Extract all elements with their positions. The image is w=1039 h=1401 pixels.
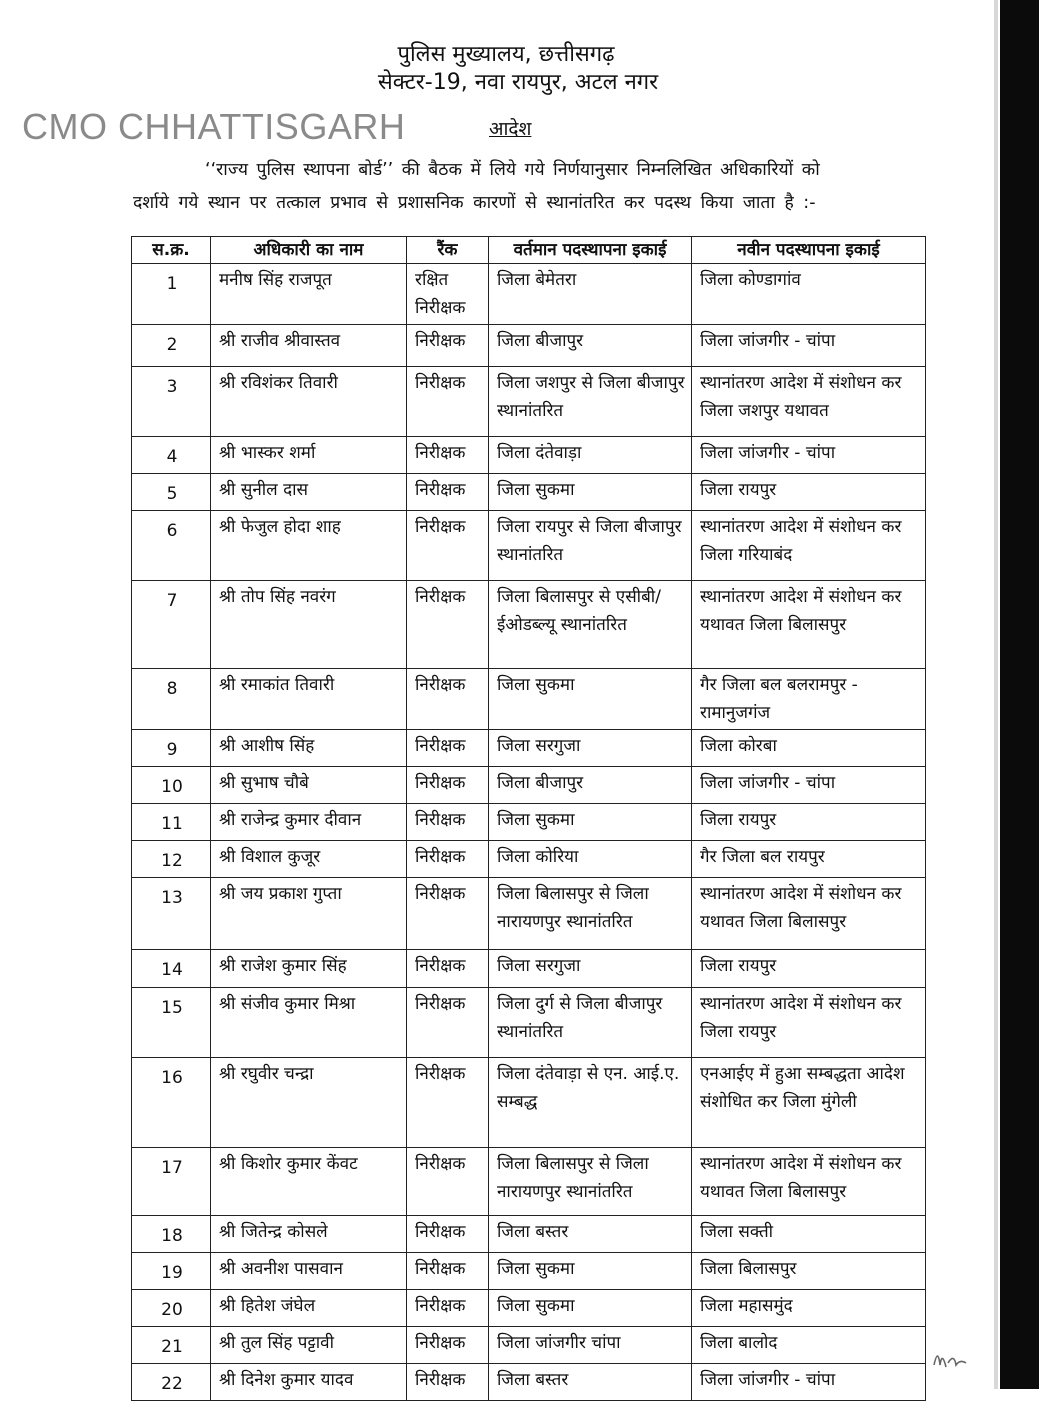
table-row [132,367,926,437]
cell-current-unit: जिला सरगुजा [489,730,692,767]
cell-serial: 5 [132,474,211,511]
cell-serial: 16 [132,1058,211,1148]
table-row [132,1290,926,1327]
initials-signature [930,1343,970,1379]
table-row [132,669,926,730]
cell-officer-name: श्री सुनील दास [211,474,407,511]
cell-serial: 22 [132,1364,211,1401]
intro-line-2: दर्शाये गये स्थान पर तत्काल प्रभाव से प्रशासनिक कारणों से स्थानांतरित कर पदस्थ किया जाता है :- [133,193,816,213]
cell-rank: निरीक्षक [407,1253,489,1290]
cell-serial: 7 [132,581,211,669]
cell-officer-name: श्री राजेन्द्र कुमार दीवान [211,804,407,841]
cell-new-unit: जिला सक्ती [692,1216,926,1253]
cell-serial: 13 [132,878,211,950]
order-title: आदेश [489,118,532,140]
table-row [132,474,926,511]
table-row [132,437,926,474]
cell-new-unit: जिला कोण्डागांव [692,264,926,325]
table-row [132,1058,926,1148]
cell-new-unit: जिला जांजगीर - चांपा [692,437,926,474]
table-row [132,1216,926,1253]
cell-officer-name: श्री रमाकांत तिवारी [211,669,407,730]
watermark: CMO CHHATTISGARH [22,106,406,147]
cell-current-unit: जिला कोरिया [489,841,692,878]
cell-new-unit: जिला बिलासपुर [692,1253,926,1290]
cell-current-unit: जिला बिलासपुर से एसीबी/ईओडब्ल्यू स्थानांतरित [489,581,692,669]
cell-current-unit: जिला सुकमा [489,1253,692,1290]
cell-serial: 8 [132,669,211,730]
cell-officer-name: श्री दिनेश कुमार यादव [211,1364,407,1401]
cell-officer-name: श्री अवनीश पासवान [211,1253,407,1290]
cell-rank: निरीक्षक [407,1290,489,1327]
cell-current-unit: जिला सुकमा [489,474,692,511]
cell-new-unit: स्थानांतरण आदेश में संशोधन कर जिला गरियाबंद [692,511,926,581]
cell-serial: 1 [132,264,211,325]
cell-rank: निरीक्षक [407,878,489,950]
cell-current-unit: जिला सुकमा [489,804,692,841]
cell-serial: 10 [132,767,211,804]
cell-new-unit: स्थानांतरण आदेश में संशोधन कर यथावत जिला बिलासपुर [692,1148,926,1216]
cell-serial: 11 [132,804,211,841]
cell-serial: 4 [132,437,211,474]
cell-rank: निरीक्षक [407,367,489,437]
cell-new-unit: जिला रायपुर [692,804,926,841]
cell-rank: निरीक्षक [407,474,489,511]
table-body [132,264,926,1401]
cell-current-unit: जिला बीजापुर [489,325,692,367]
cell-officer-name: श्री संजीव कुमार मिश्रा [211,988,407,1058]
table-row [132,581,926,669]
cell-serial: 21 [132,1327,211,1364]
cell-serial: 19 [132,1253,211,1290]
cell-new-unit: गैर जिला बल रायपुर [692,841,926,878]
cell-new-unit: जिला कोरबा [692,730,926,767]
cell-new-unit: गैर जिला बल बलरामपुर - रामानुजगंज [692,669,926,730]
cell-officer-name: श्री जितेन्द्र कोसले [211,1216,407,1253]
table-header-row [132,237,926,264]
cell-rank: निरीक्षक [407,581,489,669]
cell-current-unit: जिला सुकमा [489,1290,692,1327]
cell-current-unit: जिला बस्तर [489,1216,692,1253]
cell-new-unit: स्थानांतरण आदेश में संशोधन कर जिला जशपुर यथावत [692,367,926,437]
cell-new-unit: एनआईए में हुआ सम्बद्धता आदेश संशोधित कर जिला मुंगेली [692,1058,926,1148]
cell-officer-name: श्री तोप सिंह नवरंग [211,581,407,669]
cell-new-unit: जिला बालोद [692,1327,926,1364]
cell-officer-name: श्री रघुवीर चन्द्रा [211,1058,407,1148]
cell-officer-name: श्री राजेश कुमार सिंह [211,950,407,988]
intro-line-1: ‘‘राज्य पुलिस स्थापना बोर्ड’’ की बैठक में लिये गये निर्णयानुसार निम्नलिखित अधिकारियों को [205,160,820,180]
cell-rank: निरीक्षक [407,1327,489,1364]
cell-rank: निरीक्षक [407,511,489,581]
cell-current-unit: जिला जशपुर से जिला बीजापुर स्थानांतरित [489,367,692,437]
cell-current-unit: जिला बीजापुर [489,767,692,804]
cell-new-unit: स्थानांतरण आदेश में संशोधन कर यथावत जिला बिलासपुर [692,878,926,950]
table-row [132,767,926,804]
cell-rank: निरीक्षक [407,841,489,878]
cell-current-unit: जिला दंतेवाड़ा [489,437,692,474]
cell-new-unit: स्थानांतरण आदेश में संशोधन कर यथावत जिला बिलासपुर [692,581,926,669]
cell-officer-name: श्री तुल सिंह पट्टावी [211,1327,407,1364]
table-row [132,1364,926,1401]
cell-current-unit: जिला बिलासपुर से जिला नारायणपुर स्थानांतरित [489,1148,692,1216]
cell-rank: निरीक्षक [407,1148,489,1216]
cell-officer-name: श्री किशोर कुमार केंवट [211,1148,407,1216]
cell-rank: निरीक्षक [407,437,489,474]
header-office-name: पुलिस मुख्यालय, छत्तीसगढ़ [397,42,615,67]
cell-rank: निरीक्षक [407,325,489,367]
cell-new-unit: जिला जांजगीर - चांपा [692,1364,926,1401]
cell-current-unit: जिला सरगुजा [489,950,692,988]
cell-rank: निरीक्षक [407,1364,489,1401]
table-row [132,988,926,1058]
cell-rank: रक्षित निरीक्षक [407,264,489,325]
cell-current-unit: जिला दुर्ग से जिला बीजापुर स्थानांतरित [489,988,692,1058]
table-row [132,804,926,841]
cell-officer-name: श्री रविशंकर तिवारी [211,367,407,437]
header-rank: रैंक [407,237,489,264]
cell-serial: 3 [132,367,211,437]
cell-officer-name: मनीष सिंह राजपूत [211,264,407,325]
cell-serial: 14 [132,950,211,988]
cell-officer-name: श्री भास्कर शर्मा [211,437,407,474]
header-new-unit: नवीन पदस्थापना इकाई [692,237,926,264]
cell-new-unit: जिला महासमुंद [692,1290,926,1327]
table-row [132,511,926,581]
scan-edge-line [994,0,998,1389]
table-row [132,950,926,988]
cell-officer-name: श्री हितेश जंघेल [211,1290,407,1327]
cell-officer-name: श्री राजीव श्रीवास्तव [211,325,407,367]
cell-rank: निरीक्षक [407,804,489,841]
cell-officer-name: श्री फेजुल होदा शाह [211,511,407,581]
cell-serial: 9 [132,730,211,767]
cell-officer-name: श्री आशीष सिंह [211,730,407,767]
cell-officer-name: श्री सुभाष चौबे [211,767,407,804]
cell-rank: निरीक्षक [407,1058,489,1148]
cell-rank: निरीक्षक [407,950,489,988]
table-row [132,325,926,367]
cell-serial: 17 [132,1148,211,1216]
cell-current-unit: जिला बिलासपुर से जिला नारायणपुर स्थानांतरित [489,878,692,950]
scan-dark-border [1000,0,1039,1389]
transfer-table [131,236,926,1401]
table-row [132,841,926,878]
cell-rank: निरीक्षक [407,730,489,767]
cell-current-unit: जिला रायपुर से जिला बीजापुर स्थानांतरित [489,511,692,581]
cell-new-unit: जिला रायपुर [692,950,926,988]
cell-new-unit: स्थानांतरण आदेश में संशोधन कर जिला रायपुर [692,988,926,1058]
cell-current-unit: जिला बस्तर [489,1364,692,1401]
cell-new-unit: जिला रायपुर [692,474,926,511]
cell-serial: 2 [132,325,211,367]
cell-rank: निरीक्षक [407,988,489,1058]
table-row [132,1253,926,1290]
table-row [132,878,926,950]
table-row [132,1327,926,1364]
cell-current-unit: जिला दंतेवाड़ा से एन. आई.ए. सम्बद्ध [489,1058,692,1148]
cell-rank: निरीक्षक [407,669,489,730]
cell-serial: 6 [132,511,211,581]
cell-officer-name: श्री जय प्रकाश गुप्ता [211,878,407,950]
cell-rank: निरीक्षक [407,767,489,804]
cell-new-unit: जिला जांजगीर - चांपा [692,767,926,804]
cell-serial: 15 [132,988,211,1058]
cell-officer-name: श्री विशाल कुजूर [211,841,407,878]
table-row [132,730,926,767]
cell-serial: 18 [132,1216,211,1253]
table-row [132,1148,926,1216]
cell-current-unit: जिला जांजगीर चांपा [489,1327,692,1364]
cell-current-unit: जिला सुकमा [489,669,692,730]
header-current-unit: वर्तमान पदस्थापना इकाई [489,237,692,264]
cell-rank: निरीक्षक [407,1216,489,1253]
header-address: सेक्टर-19, नवा रायपुर, अटल नगर [377,70,659,95]
cell-serial: 12 [132,841,211,878]
table-row [132,264,926,325]
cell-new-unit: जिला जांजगीर - चांपा [692,325,926,367]
cell-serial: 20 [132,1290,211,1327]
header-serial: स.क्र. [132,237,211,264]
cell-current-unit: जिला बेमेतरा [489,264,692,325]
header-officer-name: अधिकारी का नाम [211,237,407,264]
